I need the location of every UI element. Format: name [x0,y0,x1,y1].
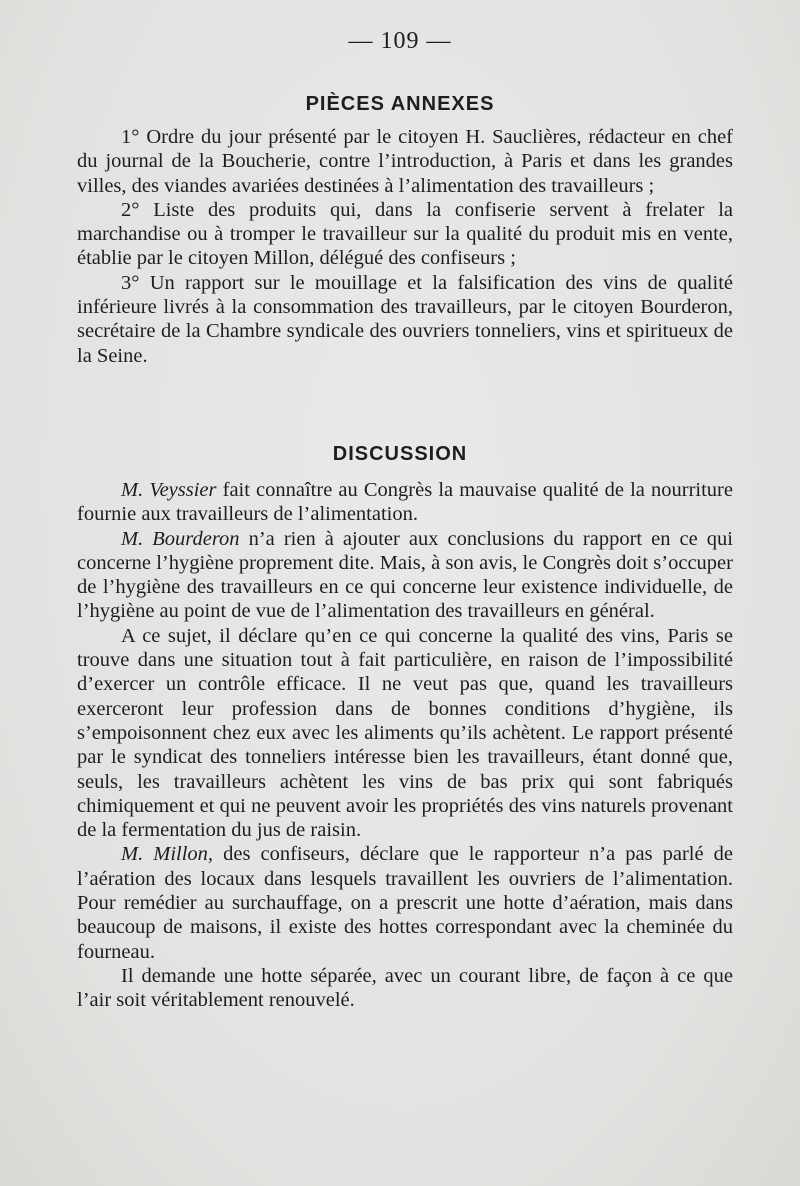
discussion-paragraph [77,527,733,624]
discussion-body [77,478,733,1013]
page-number: — 109 — [348,28,452,54]
paragraph-text: n’a rien à ajouter aux conclusions du rapport en ce qui concerne l’hygiène proprement dite. Mais, à son avis, le Congrès doit s’occuper de l’hygiène des travailleurs en ce qui concerne leur existence individuelle, de l’hygiène au point de vue de l’alimentation des travailleurs en général. [77,527,733,623]
section-title-discussion: DISCUSSION [332,443,468,465]
speaker-name: M. Bourderon [121,527,240,550]
speaker-name: M. Millon, [121,843,214,866]
paragraph-text: Il demande une hotte séparée, avec un courant libre, de façon à ce que l’air soit véritablement renouvelé. [77,964,733,1012]
discussion-paragraph [77,842,733,963]
annex-item: 3° Un rapport sur le mouillage et la falsification des vins de qualité inférieure livrés à la consommation des travailleurs, par le citoyen Bourderon, secrétaire de la Chambre syndicale des ouvriers tonneliers, vins et spiritueux de la Seine. [77,271,733,367]
annex-item: 2° Liste des produits qui, dans la confiserie servent à frelater la marchandise ou à tromper le travailleur sur la qualité du produit mis en vente, établie par le citoyen Millon, délégué des confiseurs ; [77,198,733,270]
discussion-paragraph [77,624,733,843]
paragraph-text: fait connaître au Congrès la mauvaise qualité de la nourriture fournie aux travailleurs de l’alimentation. [77,479,733,526]
paragraph-text: des confiseurs, déclare que le rapporteur n’a pas parlé de l’aération des locaux dans lesquels travaillent les ouvriers de l’alimentation. Pour remédier au surchauffage, on a prescrit une hotte d’aération, mais dans beaucoup de maisons, il existe des hottes correspondant avec la cheminée du fourneau. [77,843,733,963]
section-title-annexes: PIÈCES ANNEXES [305,93,495,115]
discussion-paragraph [77,964,733,1013]
discussion-paragraph [77,478,733,527]
annexes-list [77,125,733,368]
annex-item: 1° Ordre du jour présenté par le citoyen H. Sauclières, rédacteur en chef du journal de la Boucherie, contre l’introduction, à Paris et dans les grandes villes, des viandes avariées destinées à l’alimentation des travailleurs ; [77,126,733,197]
speaker-name: M. Veyssier [121,479,217,501]
paragraph-text: A ce sujet, il déclare qu’en ce qui concerne la qualité des vins, Paris se trouve dans une situation tout à fait particulière, en raison de l’impossibilité d’exercer un contrôle efficace. Il ne veut pas que, quand les travailleurs exerceront leur profession dans de bonnes conditions d’hygiène, ils s’empoisonnent chez eux avec les aliments qu’ils achètent. Le rapport présenté par le syndicat des tonneliers intéresse bien les travailleurs, étant donné que, seuls, les travailleurs achètent les vins de bas prix qui sont fabriqués chimiquement et qui ne peuvent avoir les propriétés des vins naturels provenant de la fermentation du jus de raisin. [77,624,733,842]
